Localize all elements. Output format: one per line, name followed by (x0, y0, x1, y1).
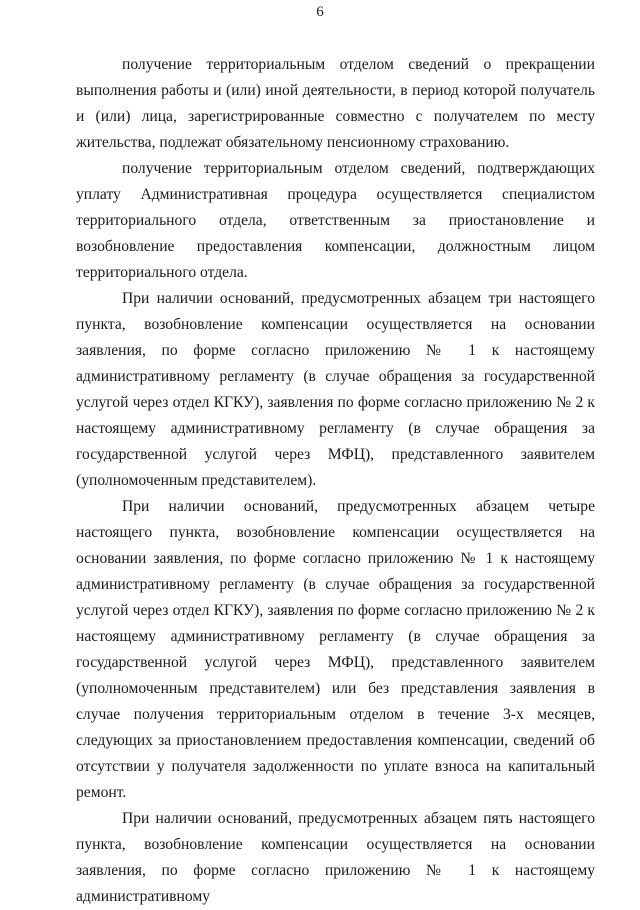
paragraph-basis-three: При наличии оснований, предусмотренных абзацем три настоящего пункта, возобновление компенсации осуществляется на основании заявления, по форме согласно приложению № 1 к настоящему административному регламенту (в случае обращения за государственной услугой через отдел КГКУ), заявления по форме согласно приложению № 2 к настоящему административному регламенту (в случае обращения за государственной услугой через МФЦ), представленного заявителем (уполномоченным представителем). (76, 290, 595, 489)
page-number: 6 (316, 4, 324, 20)
paragraph-basis-four: При наличии оснований, предусмотренных абзацем четыре настоящего пункта, возобновление компенсации осуществляется на основании заявления, по форме согласно приложению № 1 к настоящему административному регламенту (в случае обращения за государственной услугой через отдел КГКУ), заявления по форме согласно приложению № 2 к настоящему административному регламенту (в случае обращения за государственной услугой через МФЦ), представленного заявителем (уполномоченным представителем) или без представления заявления в случае получения территориальным отделом в течение 3-х месяцев, следующих за приостановлением предоставления компенсации, сведений об отсутствии у получателя задолженности по уплате взноса на капитальный ремонт. (76, 498, 595, 801)
document-body (76, 52, 595, 910)
paragraph-administrative-procedure: получение территориальным отделом сведений, подтверждающих уплату Административная процедура осуществляется специалистом территориального отдела, ответственным за приостановление и возобновление предоставления компенсации, должностным лицом территориального отдела. (76, 160, 595, 281)
paragraph-basis-five: При наличии оснований, предусмотренных абзацем пять настоящего пункта, возобновление компенсации осуществляется на основании заявления, по форме согласно приложению № 1 к настоящему административному (76, 810, 595, 905)
paragraph-pension-insurance: получение территориальным отделом сведений о прекращении выполнения работы и (или) иной деятельности, в период которой получатель и (или) лица, зарегистрированные совместно с получателем по месту жительства, подлежат обязательному пенсионному страхованию. (76, 56, 595, 151)
